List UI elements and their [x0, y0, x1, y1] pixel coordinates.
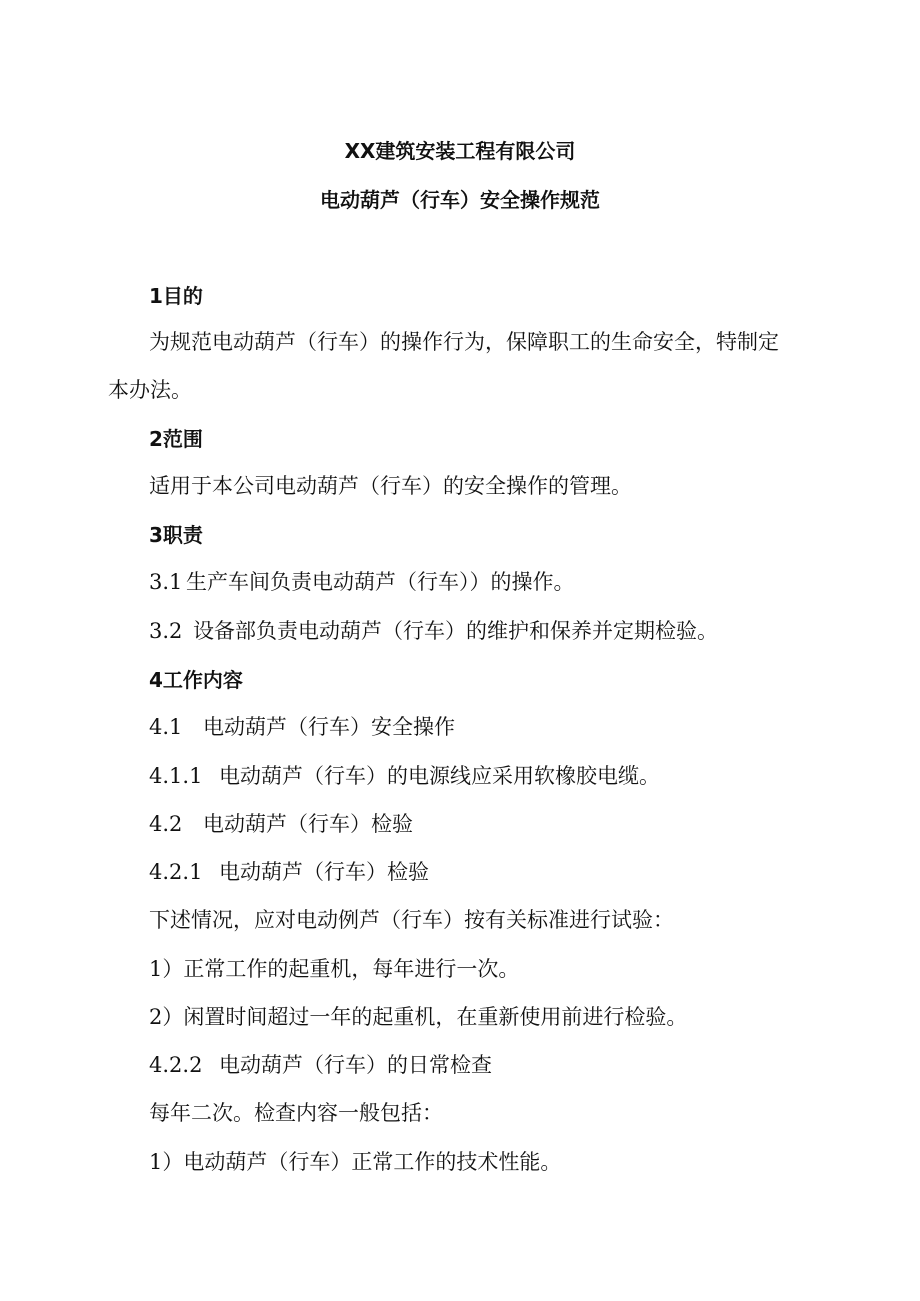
list-item: 1）电动葫芦（行车）正常工作的技术性能。 [149, 1150, 562, 1174]
clause-text: 生产车间负责电动葫芦（行车））的操作。 [186, 570, 575, 594]
section-heading-scope: 2范围 [149, 427, 203, 451]
clause-number: 4.1.1 [149, 764, 203, 788]
daily-check-paragraph: 每年二次。检查内容一般包括： [149, 1101, 443, 1125]
inspection-conditions-paragraph: 下述情况，应对电动例芦（行车）按有关标准进行试验： [149, 908, 674, 932]
clause-4-1 [149, 712, 455, 742]
scope-paragraph: 适用于本公司电动葫芦（行车）的安全操作的管理。 [149, 474, 632, 498]
clause-text: 设备部负责电动葫芦（行车）的维护和保养并定期检验。 [193, 619, 718, 643]
section-heading-purpose: 1目的 [149, 284, 203, 308]
clause-text: 电动葫芦（行车）的电源线应采用软橡胶电缆。 [219, 764, 660, 788]
clause-number: 4.2 [149, 812, 183, 836]
clause-text: 电动葫芦（行车）检验 [203, 812, 413, 836]
document-title: 电动葫芦（行车）安全操作规范 [320, 188, 600, 212]
clause-number: 4.1 [149, 715, 183, 739]
clause-number: 3.1 [149, 570, 183, 594]
section-heading-responsibilities: 3职责 [149, 523, 203, 547]
list-item: 2）闲置时间超过一年的起重机，在重新使用前进行检验。 [149, 1005, 688, 1029]
clause-number: 4.2.2 [149, 1053, 203, 1077]
clause-number: 3.2 [149, 619, 183, 643]
company-name: XX建筑安装工程有限公司 [344, 139, 576, 163]
clause-4-2 [149, 809, 413, 839]
clause-4-2-2 [149, 1050, 492, 1080]
clause-text: 电动葫芦（行车）安全操作 [203, 715, 455, 739]
purpose-paragraph-line-1: 为规范电动葫芦（行车）的操作行为，保障职工的生命安全，特制定 [149, 330, 779, 354]
clause-3-2 [149, 616, 718, 646]
clause-3-1 [149, 567, 575, 597]
clause-text: 电动葫芦（行车）的日常检查 [219, 1053, 492, 1077]
section-heading-work-content: 4工作内容 [149, 668, 243, 692]
clause-4-1-1 [149, 761, 660, 791]
clause-text: 电动葫芦（行车）检验 [219, 860, 429, 884]
clause-number: 4.2.1 [149, 860, 203, 884]
list-item: 1）正常工作的起重机，每年进行一次。 [149, 957, 520, 981]
clause-4-2-1 [149, 857, 429, 887]
purpose-paragraph-line-2: 本办法。 [108, 378, 192, 402]
